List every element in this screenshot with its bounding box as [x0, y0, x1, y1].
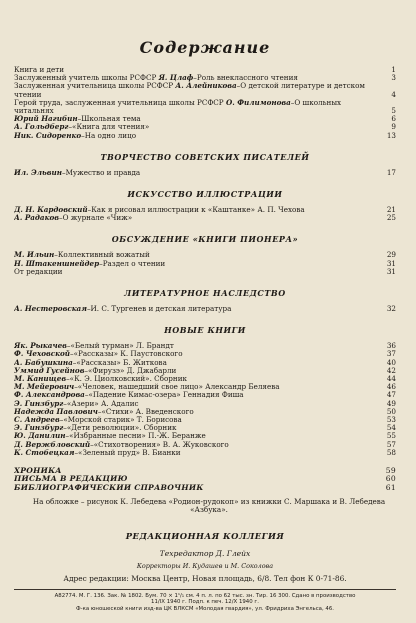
entry-author: А. Радаков: [14, 214, 59, 223]
entry-author: А. Алейникова: [175, 82, 237, 91]
toc-entry: [14, 375, 396, 383]
entry-text: [14, 268, 376, 276]
entry-page-number: 31: [386, 258, 396, 268]
extra-entry-page-number: 61: [385, 482, 396, 492]
entry-author: Як. Рыкачев: [14, 342, 67, 351]
entry-page-number: 55: [386, 431, 396, 441]
toc-entry: [14, 123, 396, 131]
extra-sections: [14, 467, 396, 492]
extra-entry-title: ХРОНИКА: [14, 467, 62, 476]
entry-title: –«Дети революции». Сборник: [63, 424, 177, 433]
toc-entry: [14, 206, 396, 214]
toc-entry: [14, 432, 396, 440]
entry-title: –«Стихотворения» В. А. Жуковского: [90, 440, 229, 449]
tech-editor: Техредактор Д. Глейх: [159, 548, 251, 558]
entry-title: –Роль внеклассного чтения: [193, 74, 298, 83]
entry-text: [14, 424, 376, 432]
entry-title: –На одно лицо: [81, 131, 137, 140]
entry-title: –«Человек, нашедший свое лицо» Александр Беляева: [74, 383, 280, 392]
entry-text: [14, 375, 376, 383]
entry-title: –Как я рисовал иллюстрации к «Каштанке» А. П. Чехова: [87, 206, 305, 215]
entry-title: –«Морской старик» Т. Борисова: [59, 416, 182, 425]
entry-page-number: 1: [391, 65, 396, 74]
toc-entry: [14, 449, 396, 457]
extra-entry: [14, 467, 396, 475]
toc-entry: [14, 214, 396, 222]
entry-page-number: 57: [386, 439, 396, 449]
page-title: Содержание: [139, 38, 271, 57]
entry-text: [14, 342, 376, 350]
extra-entry-title: БИБЛИОГРАФИЧЕСКИЙ СПРАВОЧНИК: [14, 483, 204, 492]
entry-author: Надежда Павлович: [14, 407, 98, 416]
entry-text: [14, 260, 376, 268]
entry-page-number: 32: [386, 304, 396, 314]
entry-page-number: 6: [391, 114, 396, 124]
entry-page-number: 5: [391, 106, 396, 116]
entry-author: Ю. Данилин: [14, 432, 66, 441]
entry-title: –«Стихи» А. Введенского: [97, 407, 194, 416]
extra-entry: [14, 475, 396, 483]
toc-entry: [14, 260, 396, 268]
extra-entry-title: ПИСЬМА В РЕДАКЦИЮ: [14, 475, 128, 484]
toc-entry: [14, 424, 396, 432]
entry-text: [14, 367, 376, 375]
toc-entry: [14, 383, 396, 391]
entry-prefix: Заслуженная учительница школы РСФСР: [14, 82, 176, 91]
entry-title: –«Азери» А. Адалис: [63, 399, 139, 408]
entry-page-number: 29: [386, 250, 396, 260]
entry-text: [14, 82, 376, 98]
entry-page-number: 3: [391, 73, 396, 83]
entry-title: –«Белый турман» Л. Брандт: [66, 342, 174, 351]
entry-text: [14, 169, 376, 177]
toc-entry: [14, 342, 396, 350]
entry-author: С. Андреев: [14, 416, 60, 425]
toc-entry: [14, 350, 396, 358]
entry-title: –Раздел о чтении: [99, 259, 166, 268]
entry-text: [14, 441, 376, 449]
entry-text: [14, 74, 376, 82]
entry-text: [14, 359, 376, 367]
entry-title: –«Падение Кимас-озера» Геннадия Фиша: [84, 391, 244, 400]
entry-text: [14, 350, 376, 358]
entry-page-number: 58: [386, 447, 396, 457]
entry-title: –«Рассказы» К. Паустовского: [70, 350, 183, 359]
entry-author: Э. Гинзбург: [14, 399, 64, 408]
entry-text: [14, 391, 376, 399]
editorial-address: Адрес редакции: Москва Центр, Новая площадь, 6/8. Тел фон К 0-71-86.: [63, 573, 347, 583]
entry-title: От редакции: [14, 267, 63, 276]
entry-page-number: 37: [386, 349, 396, 359]
entry-page-number: 9: [391, 122, 396, 132]
toc-entry: [14, 305, 396, 313]
toc-entry: [14, 132, 396, 140]
entry-text: [14, 115, 376, 123]
entry-title: –И. С. Тургенев и детская литература: [86, 305, 232, 314]
entry-text: [14, 214, 376, 222]
entry-page-number: 25: [386, 213, 396, 223]
section-heading: ИСКУССТВО ИЛЛЮСТРАЦИИ: [127, 189, 283, 200]
entry-text: [14, 132, 376, 140]
entry-text: [14, 400, 376, 408]
entry-text: [14, 206, 376, 214]
imprint-line-3: Ф-ка юношеской книги изд-ва ЦК ВЛКСМ «Молодая гвардия», ул. Фридриха Энгельса, 46.: [76, 605, 334, 612]
entry-title: –О журнале «Чиж»: [58, 214, 133, 223]
entry-title: –«Зеленый пруд» В. Бианки: [74, 448, 181, 457]
entry-author: Д. Вержбловский: [14, 440, 91, 449]
entry-author: Ник. Сидоренко: [14, 131, 82, 140]
entry-page-number: 42: [386, 365, 396, 375]
imprint-line-2: 11/IX 1940 г. Подп. к печ. 12/X 1940 г.: [151, 599, 259, 606]
entry-text: [14, 383, 376, 391]
toc-entry: [14, 169, 396, 177]
toc-entry: [14, 115, 396, 123]
entry-title: –О школьных читальнях: [14, 98, 342, 116]
toc-entry: [14, 416, 396, 424]
entry-author: М. Ильин: [14, 251, 55, 260]
entry-author: М. Мейерович: [14, 383, 75, 392]
table-of-contents: [14, 66, 396, 457]
entry-title: –Школьная тема: [77, 115, 141, 124]
entry-title: –Коллективный вожатый: [54, 251, 150, 260]
extra-entry-page-number: 59: [385, 466, 396, 476]
entry-author: А. Гольдберг: [14, 123, 69, 132]
entry-prefix: Заслуженный учитель школы РСФСР: [14, 74, 159, 83]
toc-entry: [14, 367, 396, 375]
divider: [14, 589, 396, 590]
entry-title: –«Книга для чтения»: [68, 123, 150, 132]
entry-title: –«Рассказы» Б. Житкова: [72, 358, 167, 367]
entry-page-number: 46: [386, 382, 396, 392]
entry-author: Э. Гинзбург: [14, 424, 64, 433]
extra-entry-page-number: 60: [385, 474, 396, 484]
editorial-board-title: РЕДАКЦИОННАЯ КОЛЛЕГИЯ: [125, 530, 285, 541]
entry-title: –«К. Э. Циолковский». Сборник: [66, 375, 187, 384]
toc-entry: [14, 82, 396, 98]
entry-page-number: 13: [386, 130, 396, 140]
entry-page-number: 21: [386, 205, 396, 215]
entry-text: [14, 99, 376, 115]
toc-entry: [14, 359, 396, 367]
entry-page-number: 36: [386, 341, 396, 351]
toc-entry: [14, 391, 396, 399]
entry-page-number: 4: [391, 89, 396, 99]
entry-author: Ил. Эльвин: [14, 168, 62, 177]
entry-title: –«Избранные песни» П.-Ж. Беранже: [65, 432, 206, 441]
entry-author: Юрий Нагибин: [14, 115, 78, 124]
entry-author: Ф. Чеховской: [14, 350, 71, 359]
correctors: Корректоры И. Кудашев и М. Соколова: [136, 561, 274, 570]
section-heading: ОБСУЖДЕНИЕ «КНИГИ ПИОНЕРА»: [111, 234, 299, 245]
entry-text: [14, 449, 376, 457]
entry-text: [14, 432, 376, 440]
entry-page-number: 47: [386, 390, 396, 400]
entry-author: О. Филимонова: [225, 98, 291, 107]
entry-title: Книга и дети: [14, 66, 65, 74]
entry-author: Я. Цлаф: [158, 74, 194, 83]
entry-author: А. Бабушкина: [14, 358, 73, 367]
toc-entry: [14, 268, 396, 276]
toc-entry: [14, 441, 396, 449]
entry-title: –Мужество и правда: [61, 168, 141, 177]
entry-author: Ф. Александрова: [14, 391, 85, 400]
entry-page-number: 54: [386, 423, 396, 433]
entry-page-number: 49: [386, 398, 396, 408]
entry-author: Н. Штакеншнейдер: [14, 259, 100, 268]
entry-author: А. Нестеровская: [14, 305, 87, 314]
entry-page-number: 17: [386, 167, 396, 177]
entry-prefix: Герой труда, заслуженная учительница школы РСФСР: [14, 98, 226, 107]
cover-note: На обложке – рисунок К. Лебедева «Родион-рудокоп» из книжки С. Маршака и В. Лебедева «Азбука».: [32, 496, 386, 515]
entry-text: [14, 123, 376, 131]
entry-author: Д. Н. Кардовский: [14, 206, 88, 215]
toc-entry: [14, 74, 396, 82]
entry-title: –О детской литературе и детском чтении: [14, 82, 366, 99]
section-heading: ЛИТЕРАТУРНОЕ НАСЛЕДСТВО: [124, 288, 286, 299]
entry-text: [14, 416, 376, 424]
entry-author: Уммид Гусейнов: [14, 366, 85, 375]
entry-page-number: 40: [386, 357, 396, 367]
entry-page-number: 50: [386, 406, 396, 416]
toc-entry: [14, 400, 396, 408]
entry-page-number: 53: [386, 415, 396, 425]
entry-title: –«Фирузэ» Д. Джабарли: [84, 366, 177, 375]
toc-entry: [14, 251, 396, 259]
section-heading: ТВОРЧЕСТВО СОВЕТСКИХ ПИСАТЕЛЕЙ: [100, 151, 310, 162]
extra-entry: [14, 484, 396, 492]
toc-entry: [14, 66, 396, 74]
entry-author: К. Стобецкая: [14, 448, 75, 457]
entry-author: М. Канищев: [14, 375, 67, 384]
entry-text: [14, 305, 376, 313]
section-heading: НОВЫЕ КНИГИ: [164, 325, 246, 336]
entry-text: [14, 66, 376, 74]
entry-text: [14, 408, 376, 416]
toc-entry: [14, 408, 396, 416]
entry-text: [14, 251, 376, 259]
entry-page-number: 31: [386, 266, 396, 276]
entry-page-number: 44: [386, 374, 396, 384]
imprint-line-1: А82774. М. Г. 136. Зак. № 1802. Бум. 70 × 1¹/₁ см. 4 п. л. по 62 тыс. зн. Тир. 16 300. Сдано в производство: [54, 592, 356, 599]
toc-entry: [14, 99, 396, 115]
